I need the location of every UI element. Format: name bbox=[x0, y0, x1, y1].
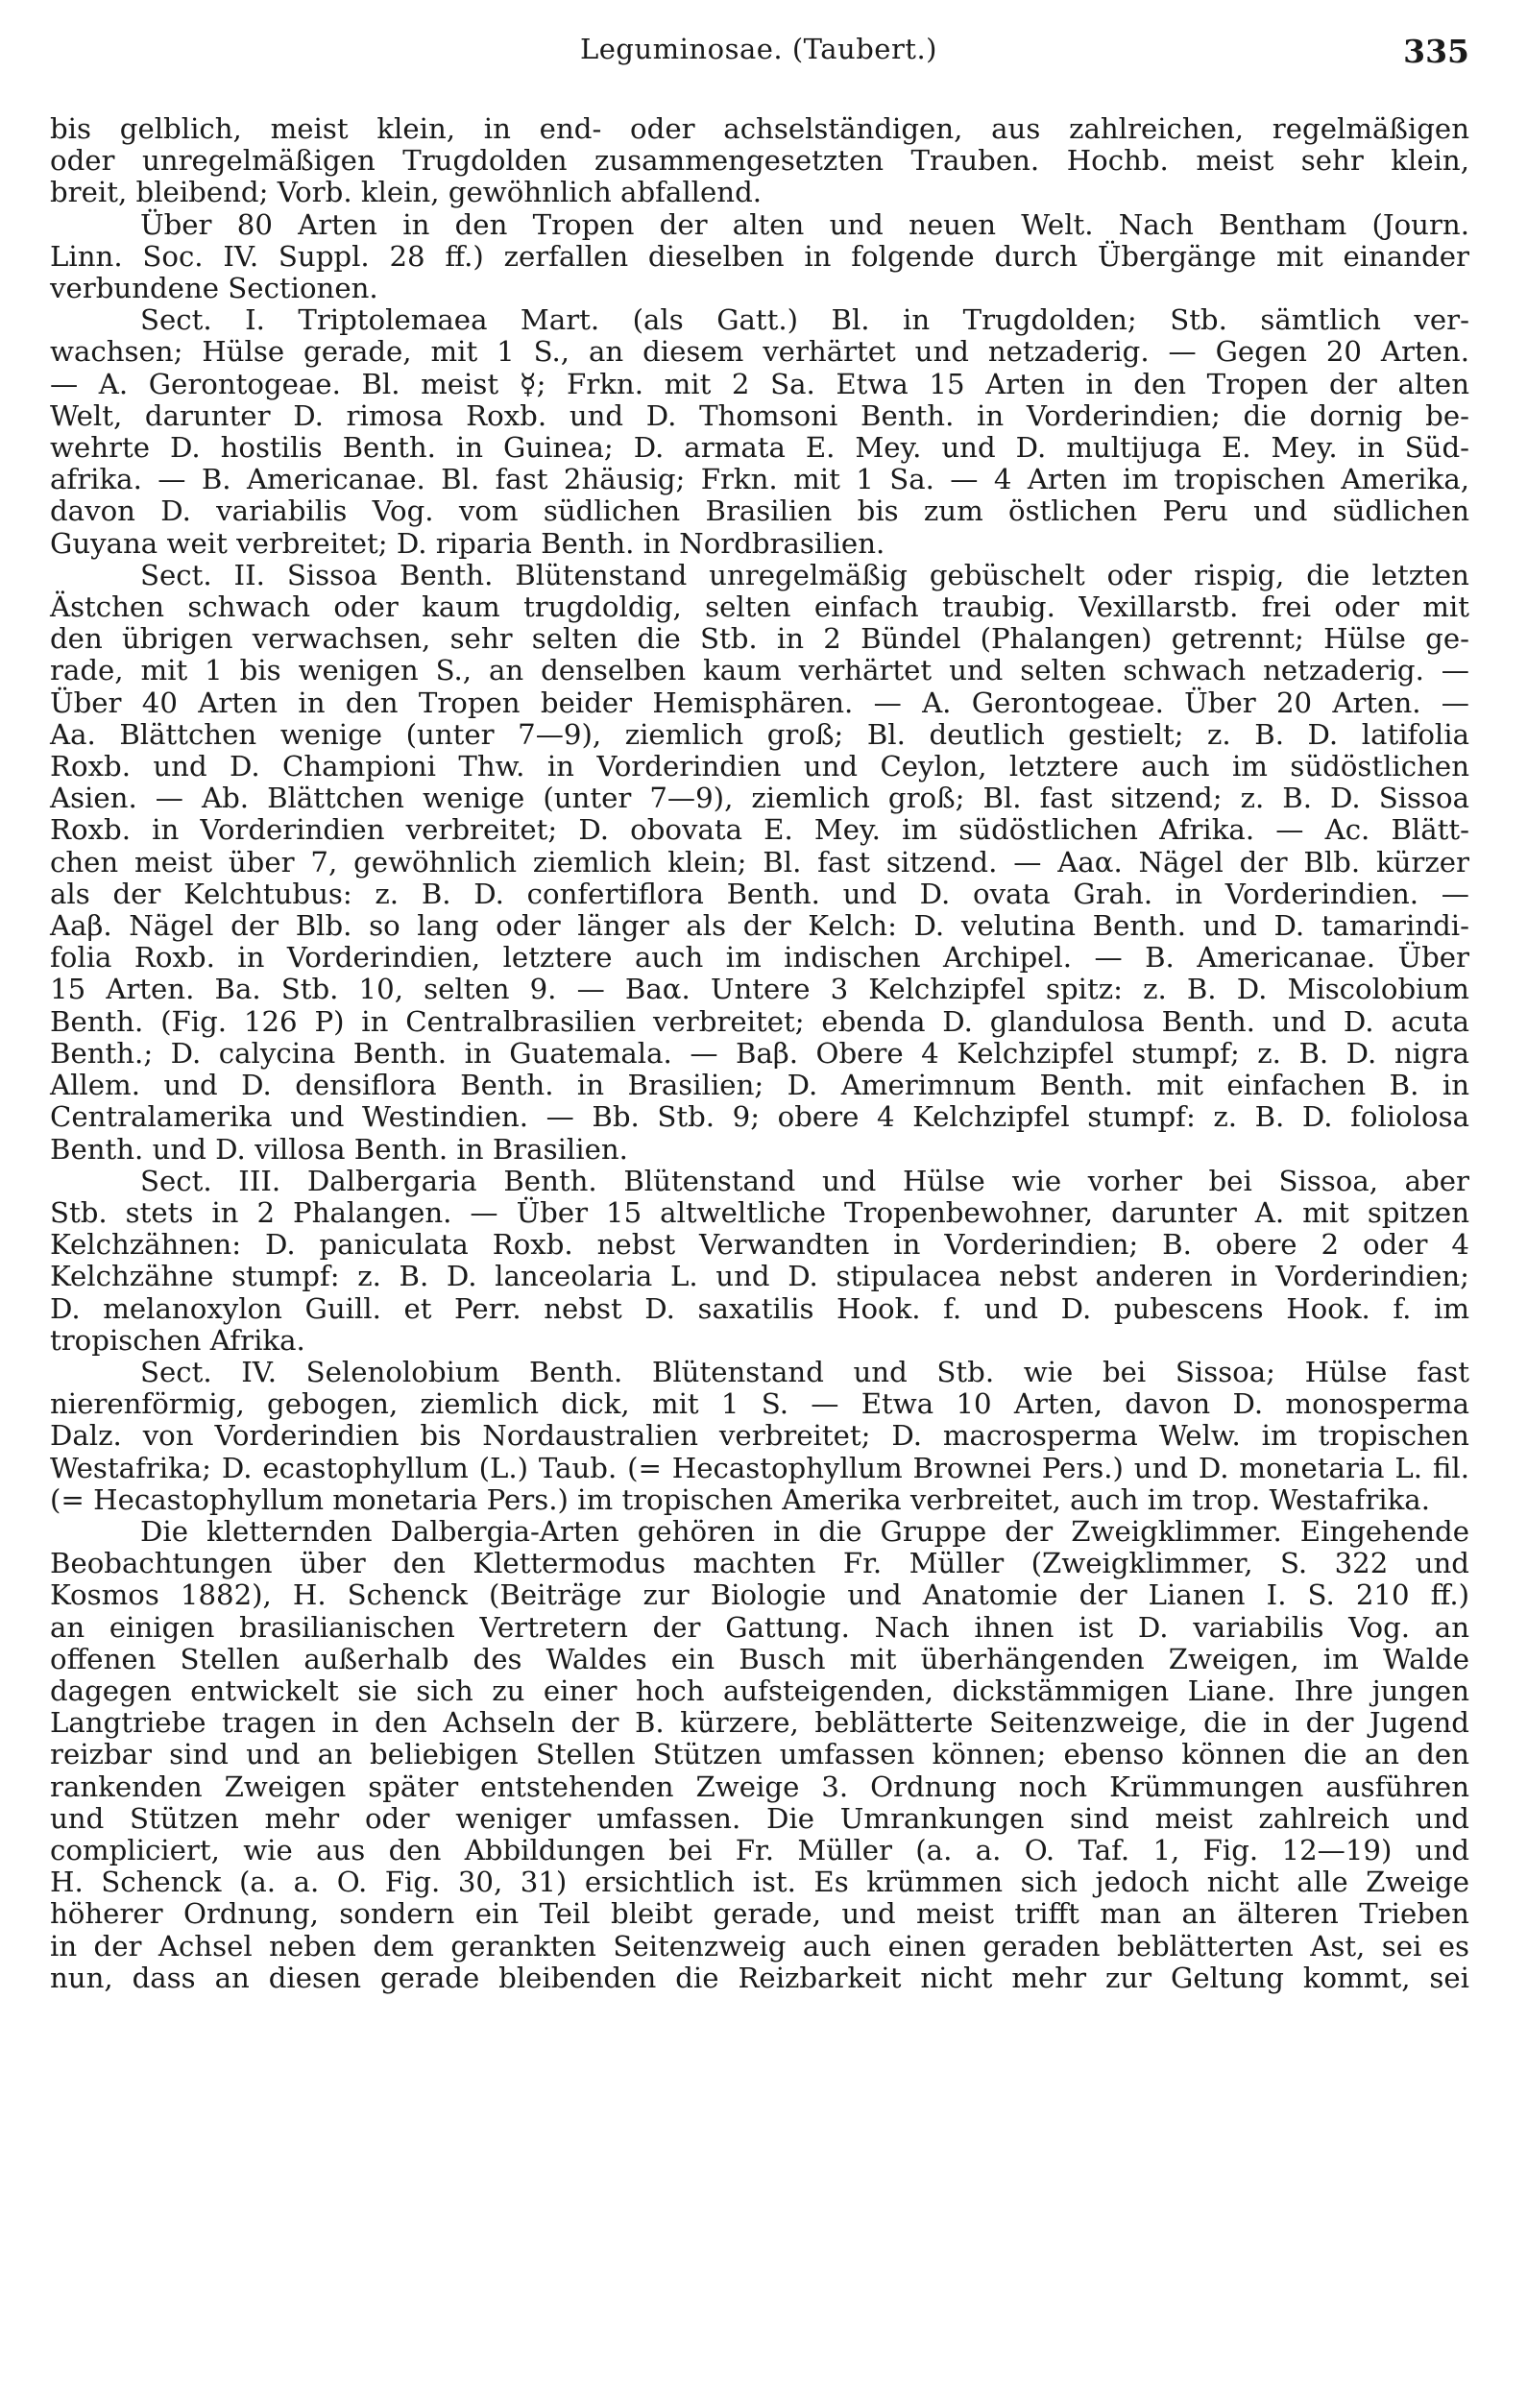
paragraph bbox=[50, 560, 1469, 1166]
text-line: Sect. I. Triptolemaea Mart. (als Gatt.) Bl. in Trugdolden; Stb. sämtlich ver- bbox=[140, 303, 1469, 337]
text-line: H. Schenck (a. a. O. Fig. 30, 31) ersichtlich ist. Es krümmen sich jedoch nicht alle Zweige bbox=[50, 1866, 1469, 1899]
text-line: Linn. Soc. IV. Suppl. 28 ff.) zerfallen dieselben in folgende durch Übergänge mit einander bbox=[50, 239, 1469, 273]
text-line: 15 Arten. Ba. Stb. 10, selten 9. — Baα. Untere 3 Kelchzipfel spitz: z. B. D. Miscolobium bbox=[50, 973, 1469, 1006]
body-text bbox=[50, 113, 1469, 1994]
text-line: Asien. — Ab. Blättchen wenige (unter 7—9), ziemlich groß; Bl. fast sitzend; z. B. D. Sissoa bbox=[50, 782, 1469, 815]
text-line: Sect. IV. Selenolobium Benth. Blütenstand und Stb. wie bei Sissoa; Hülse fast bbox=[140, 1355, 1469, 1388]
text-line: Sect. II. Sissoa Benth. Blütenstand unregelmäßig gebüschelt oder rispig, die letzten bbox=[140, 558, 1469, 591]
paragraph bbox=[50, 1357, 1469, 1516]
text-line: in der Achsel neben dem gerankten Seitenzweig auch einen geraden beblätterten Ast, sei es bbox=[50, 1929, 1469, 1963]
text-line: Die kletternden Dalbergia-Arten gehören in die Gruppe der Zweigklimmer. Eingehende bbox=[140, 1514, 1469, 1548]
text-line: Beobachtungen über den Klettermodus machten Fr. Müller (Zweigklimmer, S. 322 und bbox=[50, 1547, 1469, 1580]
text-line: afrika. — B. Americanae. Bl. fast 2häusig; Frkn. mit 1 Sa. — 4 Arten im tropischen Amerika, bbox=[50, 463, 1469, 496]
text-line: Langtriebe tragen in den Achseln der B. kürzere, beblätterte Seitenzweige, die in der Jugend bbox=[50, 1706, 1469, 1740]
text-line: offenen Stellen außerhalb des Waldes ein Busch mit überhängenden Zweigen, im Walde bbox=[50, 1642, 1469, 1675]
text-line: folia Roxb. in Vorderindien, letztere auch im indischen Archipel. — B. Americanae. Über bbox=[50, 941, 1469, 975]
text-line: höherer Ordnung, sondern ein Teil bleibt gerade, und meist trifft man an älteren Trieben bbox=[50, 1897, 1469, 1931]
text-line: Kelchzähne stumpf: z. B. D. lanceolaria L. und D. stipulacea nebst anderen in Vorderindien; bbox=[50, 1260, 1469, 1293]
paragraph bbox=[50, 1516, 1469, 1994]
text-line: Welt, darunter D. rimosa Roxb. und D. Thomsoni Benth. in Vorderindien; die dornig be- bbox=[50, 398, 1469, 432]
text-line: dagegen entwickelt sie sich zu einer hoch aufsteigenden, dickstämmigen Liane. Ihre jungen bbox=[50, 1674, 1469, 1707]
text-line: — A. Gerontogeae. Bl. meist ☿; Frkn. mit 2 Sa. Etwa 15 Arten in den Tropen der alten bbox=[50, 367, 1469, 400]
text-line: Benth. und D. villosa Benth. in Brasilien. bbox=[50, 1132, 628, 1166]
text-line: breit, bleibend; Vorb. klein, gewöhnlich abfallend. bbox=[50, 176, 763, 209]
text-line: (= Hecastophyllum monetaria Pers.) im tropischen Amerika verbreitet, auch im trop. Westafrika. bbox=[50, 1482, 1430, 1516]
text-line: bis gelblich, meist klein, in end- oder achselständigen, aus zahlreichen, regelmäßigen bbox=[50, 112, 1469, 145]
text-line: Dalz. von Vorderindien bis Nordaustralien verbreitet; D. macrosperma Welw. im tropischen bbox=[50, 1419, 1469, 1453]
text-line: Allem. und D. densiflora Benth. in Brasilien; D. Amerimnum Benth. mit einfachen B. in bbox=[50, 1069, 1469, 1102]
text-line: Benth. (Fig. 126 P) in Centralbrasilien verbreitet; ebenda D. glandulosa Benth. und D. acuta bbox=[50, 1004, 1469, 1038]
text-line: D. melanoxylon Guill. et Perr. nebst D. saxatilis Hook. f. und D. pubescens Hook. f. im bbox=[50, 1291, 1469, 1325]
text-line: Roxb. und D. Championi Thw. in Vorderindien und Ceylon, letztere auch im südöstlichen bbox=[50, 750, 1469, 783]
text-line: Über 40 Arten in den Tropen beider Hemisphären. — A. Gerontogeae. Über 20 Arten. — bbox=[50, 686, 1469, 719]
text-line: als der Kelchtubus: z. B. D. confertiflora Benth. und D. ovata Grah. in Vorderindien. — bbox=[50, 877, 1469, 910]
text-line: nun, dass an diesen gerade bleibenden die Reizbarkeit nicht mehr zur Geltung kommt, sei bbox=[50, 1961, 1469, 1994]
text-line: compliciert, wie aus den Abbildungen bei Fr. Müller (a. a. O. Taf. 1, Fig. 12—19) und bbox=[50, 1833, 1469, 1866]
text-line: an einigen brasilianischen Vertretern der Gattung. Nach ihnen ist D. variabilis Vog. an bbox=[50, 1610, 1469, 1644]
text-line: reizbar sind und an beliebigen Stellen Stützen umfassen können; ebenso können die an den bbox=[50, 1738, 1469, 1771]
text-line: nierenförmig, gebogen, ziemlich dick, mit 1 S. — Etwa 10 Arten, davon D. monosperma bbox=[50, 1387, 1469, 1421]
running-head: Leguminosae. (Taubert.) bbox=[580, 33, 937, 65]
text-line: Kosmos 1882), H. Schenck (Beiträge zur Biologie und Anatomie der Lianen I. S. 210 ff.) bbox=[50, 1578, 1469, 1612]
text-line: Ästchen schwach oder kaum trugdoldig, selten einfach traubig. Vexillarstb. frei oder mit bbox=[50, 590, 1469, 624]
text-line: Westafrika; D. ecastophyllum (L.) Taub. (= Hecastophyllum Brownei Pers.) und D. monetaria L. fil. bbox=[50, 1451, 1469, 1484]
text-line: Stb. stets in 2 Phalangen. — Über 15 altweltliche Tropenbewohner, darunter A. mit spitzen bbox=[50, 1195, 1469, 1229]
text-line: wehrte D. hostilis Benth. in Guinea; D. armata E. Mey. und D. multijuga E. Mey. in Süd- bbox=[50, 431, 1469, 465]
text-line: oder unregelmäßigen Trugdolden zusammengesetzten Trauben. Hochb. meist sehr klein, bbox=[50, 144, 1469, 178]
text-line: verbundene Sectionen. bbox=[50, 272, 378, 305]
text-line: Centralamerika und Westindien. — Bb. Stb. 9; obere 4 Kelchzipfel stumpf: z. B. D. foliolosa bbox=[50, 1100, 1469, 1134]
page-number: 335 bbox=[1403, 33, 1469, 70]
text-line: Kelchzähnen: D. paniculata Roxb. nebst Verwandten in Vorderindien; B. obere 2 oder 4 bbox=[50, 1228, 1469, 1262]
text-line: Guyana weit verbreitet; D. riparia Benth. in Nordbrasilien. bbox=[50, 526, 885, 560]
paragraph bbox=[50, 113, 1469, 209]
paragraph bbox=[50, 304, 1469, 560]
text-line: Aa. Blättchen wenige (unter 7—9), ziemlich groß; Bl. deutlich gestielt; z. B. D. latifolia bbox=[50, 717, 1469, 751]
text-line: chen meist über 7, gewöhnlich ziemlich klein; Bl. fast sitzend. — Aaα. Nägel der Blb. kürzer bbox=[50, 845, 1469, 879]
paragraph bbox=[50, 209, 1469, 305]
text-line: tropischen Afrika. bbox=[50, 1323, 305, 1357]
text-line: Sect. III. Dalbergaria Benth. Blütenstand und Hülse wie vorher bei Sissoa, aber bbox=[140, 1164, 1469, 1197]
text-line: rankenden Zweigen später entstehenden Zweige 3. Ordnung noch Krümmungen ausführen bbox=[50, 1770, 1469, 1803]
paragraph bbox=[50, 1166, 1469, 1357]
text-line: Roxb. in Vorderindien verbreitet; D. obovata E. Mey. im südöstlichen Afrika. — Ac. Blätt- bbox=[50, 813, 1469, 847]
text-line: Benth.; D. calycina Benth. in Guatemala. — Baβ. Obere 4 Kelchzipfel stumpf; z. B. D. nigra bbox=[50, 1036, 1469, 1070]
text-line: wachsen; Hülse gerade, mit 1 S., an diesem verhärtet und netzaderig. — Gegen 20 Arten. bbox=[50, 335, 1469, 369]
page-header bbox=[48, 33, 1469, 90]
text-line: und Stützen mehr oder weniger umfassen. Die Umrankungen sind meist zahlreich und bbox=[50, 1801, 1469, 1835]
text-line: den übrigen verwachsen, sehr selten die Stb. in 2 Bündel (Phalangen) getrennt; Hülse ge- bbox=[50, 622, 1469, 656]
text-line: rade, mit 1 bis wenigen S., an denselben kaum verhärtet und selten schwach netzaderig. — bbox=[50, 654, 1469, 687]
text-line: Über 80 Arten in den Tropen der alten und neuen Welt. Nach Bentham (Journ. bbox=[140, 207, 1469, 241]
text-line: davon D. variabilis Vog. vom südlichen Brasilien bis zum östlichen Peru und südlichen bbox=[50, 494, 1469, 528]
text-line: Aaβ. Nägel der Blb. so lang oder länger als der Kelch: D. velutina Benth. und D. tamarindi- bbox=[50, 909, 1469, 943]
